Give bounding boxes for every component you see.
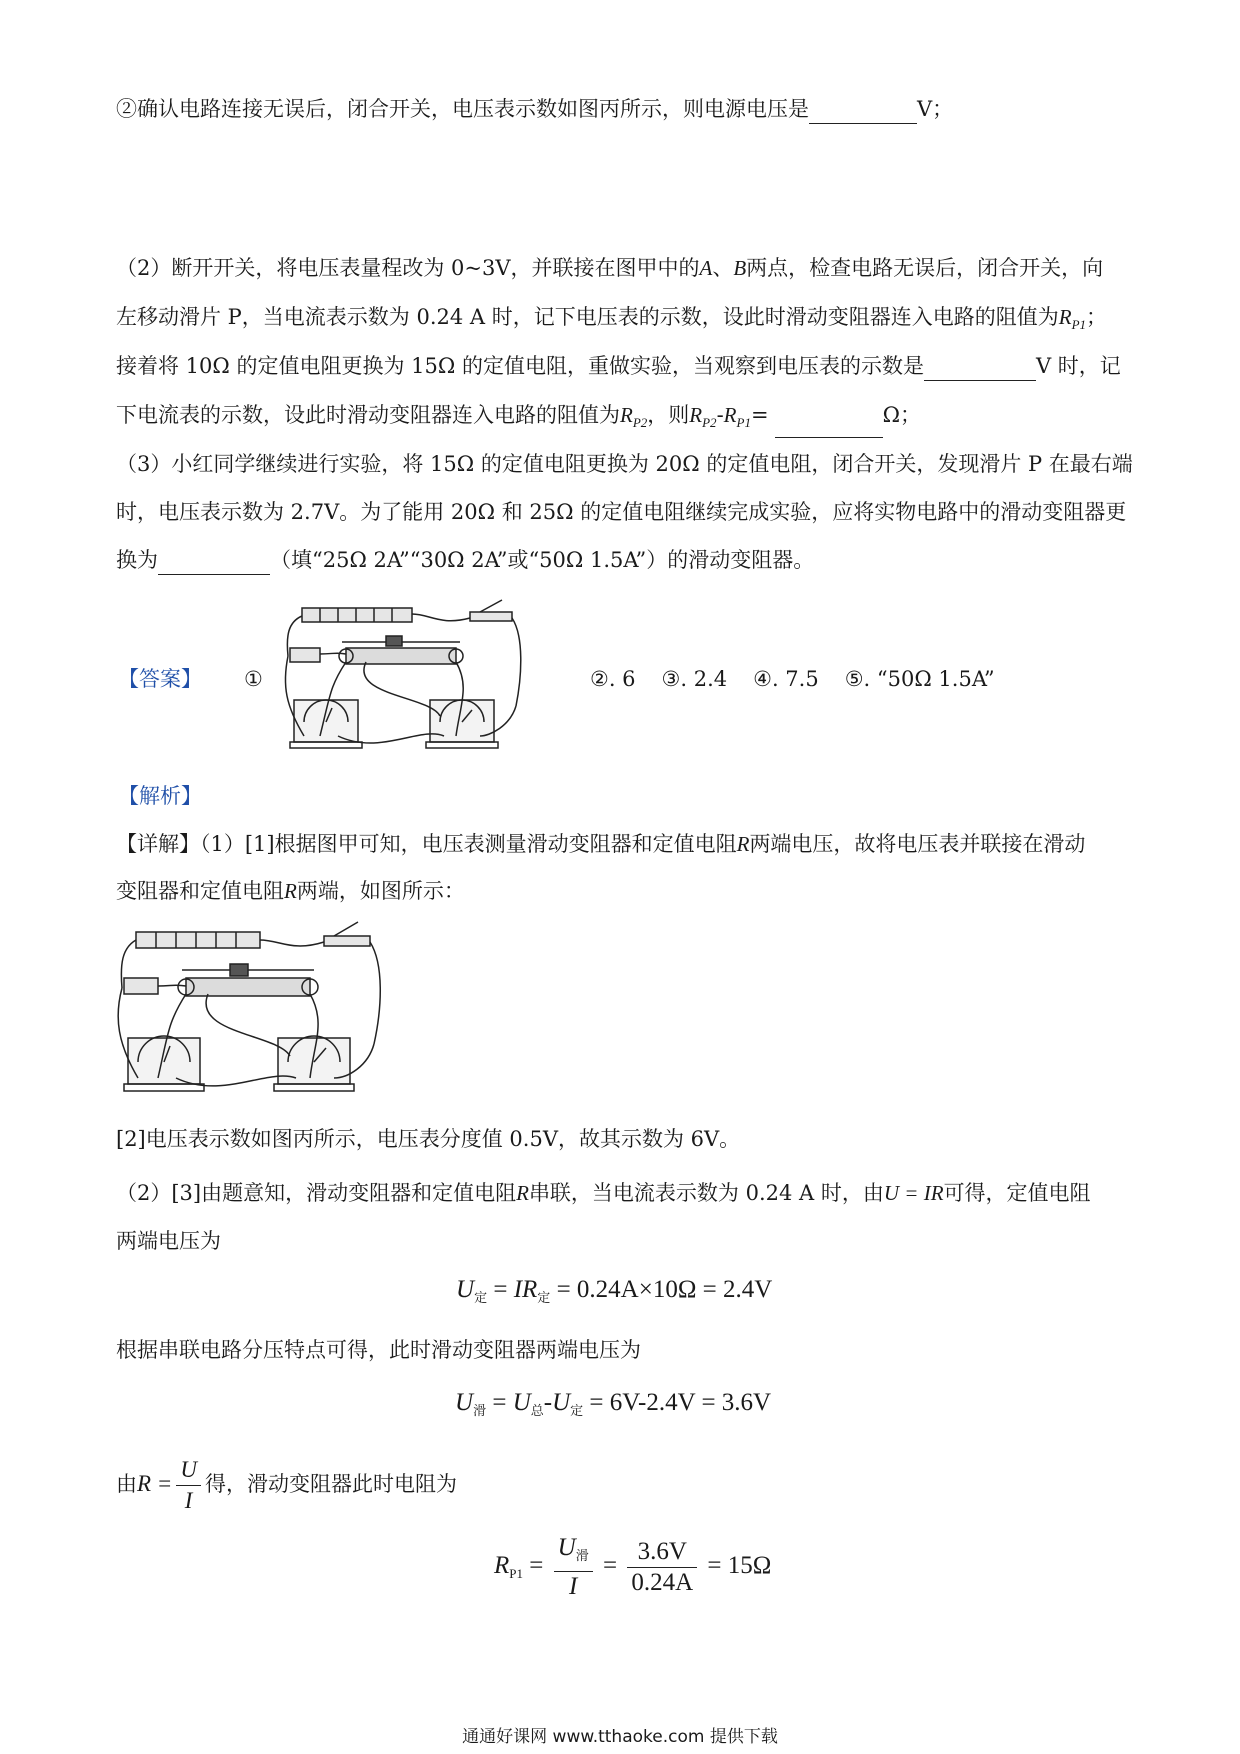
question-2-line-2: 左移动滑片 P，当电流表示数为 0.24 A 时，记下电压表的示数，设此时滑动变阻器连入电路的阻值为$R_{P1}$；: [116, 305, 1108, 332]
answer-label: 【答案】: [118, 667, 202, 691]
question-2-line-4: 下电流表的示数，设此时滑动变阻器连入电路的阻值为$R_{P2}$，则$R_{P2}-R_{P1}= \Omega$；: [116, 400, 1140, 438]
answer-blank[interactable]: [924, 356, 1036, 381]
answer-item: ④. 7.5: [753, 667, 819, 691]
page-footer: 通通好课网 www.tthaoke.com 提供下载: [462, 1727, 778, 1747]
answer-item: ③. 2.4: [661, 667, 728, 691]
answer-item: ⑤. “50Ω 1.5A”: [844, 667, 995, 691]
question-3-line-1: （3）小红同学继续进行实验，将 15Ω 的定值电阻更换为 20Ω 的定值电阻，闭合开关，发现滑片 P 在最右端: [116, 452, 1133, 476]
detail-line-1: 【详解】（1）[1]根据图甲可知，电压表测量滑动变阻器和定值电阻R两端电压，故将电压表并联接在滑动: [116, 832, 1086, 856]
question-3-line-2: 时，电压表示数为 2.7V。为了能用 20Ω 和 25Ω 的定值电阻继续完成实验，应将实物电路中的滑动变阻器更: [116, 500, 1127, 524]
question-step-2: ②确认电路连接无误后，闭合开关，电压表示数如图丙所示，则电源电压是 V；: [116, 94, 1140, 124]
circuit-diagram-analysis: [112, 918, 390, 1104]
fraction-u-over-i: $\frac{U}{I}$: [176, 1455, 201, 1516]
fraction-u-over-i: $\frac{U_滑}{I}$: [554, 1533, 593, 1602]
answer-blank[interactable]: [809, 99, 917, 124]
formula-3: $R_{P1}$ = $\frac{U_滑}{I}$ = $\frac{3.6V}{0.24A}$ = 15Ω: [494, 1533, 772, 1600]
formula-1: $U_定 = IR_定 = 0.24A\times 10\Omega = 2.4V$: [456, 1276, 773, 1305]
detail-line-2: 变阻器和定值电阻R两端，如图所示：: [116, 879, 465, 903]
detail-line-4: （2）[3]由题意知，滑动变阻器和定值电阻R串联，当电流表示数为 0.24 A 时，由U = IR可得，定值电阻: [116, 1181, 1091, 1205]
question-3-line-3: 换为 （填“25Ω 2A”“30Ω 2A”或“50Ω 1.5A”）的滑动变阻器。: [116, 545, 1140, 575]
detail-line-7: 由R = $\frac{U}{I}$ 得，滑动变阻器此时电阻为: [116, 1448, 1140, 1520]
detail-line-6: 根据串联电路分压特点可得，此时滑动变阻器两端电压为: [116, 1338, 641, 1362]
answer-blank[interactable]: [775, 413, 883, 438]
detail-line-3: [2]电压表示数如图丙所示，电压表分度值 0.5V，故其示数为 6V。: [116, 1127, 741, 1151]
circuit-diagram-answer: [280, 596, 530, 758]
question-2-line-1: （2）断开开关，将电压表量程改为 0~3V，并联接在图甲中的A、B两点，检查电路无误后，闭合开关，向: [116, 256, 1104, 280]
answer-items: [590, 664, 1140, 694]
formula-2: $U_滑 = U_总-U_定 = 6V-2.4V = 3.6V$: [455, 1389, 772, 1418]
answer-blank[interactable]: [158, 550, 270, 575]
detail-line-5: 两端电压为: [116, 1229, 221, 1253]
answer-item-1: ①: [244, 667, 263, 691]
answer-item: ②. 6: [590, 667, 636, 691]
fraction-values: $\frac{3.6V}{0.24A}$: [627, 1537, 697, 1598]
analysis-label: 【解析】: [118, 784, 202, 808]
question-2-line-3: 接着将 10Ω 的定值电阻更换为 15Ω 的定值电阻，重做实验，当观察到电压表的示数是 V 时，记: [116, 351, 1140, 381]
